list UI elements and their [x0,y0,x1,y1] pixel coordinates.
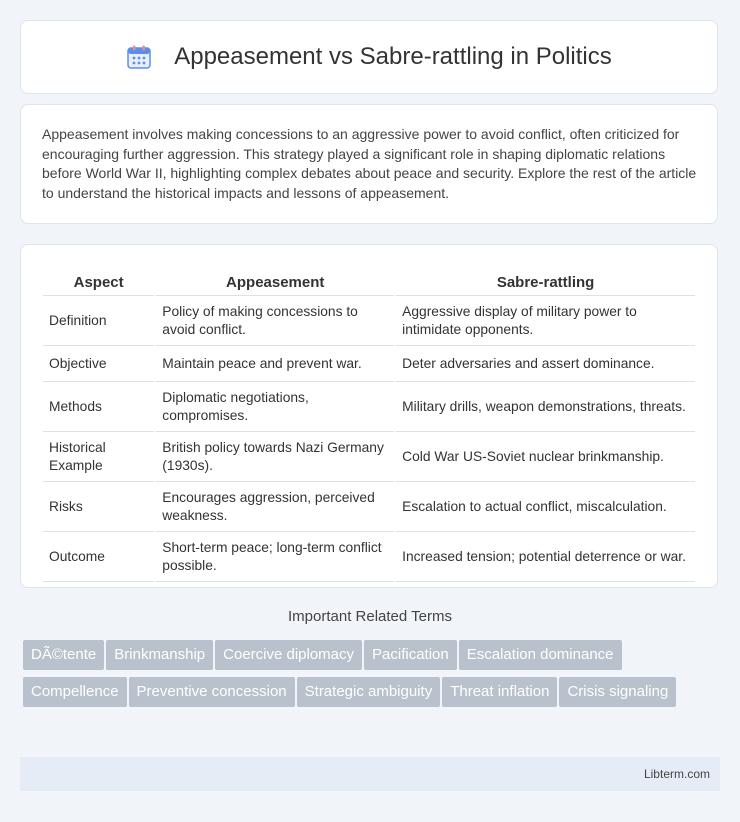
comparison-table [41,265,697,582]
cell-sabre-rattling: Deter adversaries and assert dominance. [396,346,695,382]
cell-appeasement: Maintain peace and prevent war. [156,346,394,382]
cell-aspect: Objective [43,346,154,382]
related-term-tag[interactable]: Compellence [23,677,127,707]
table-row [43,532,695,582]
related-term-tag[interactable]: Threat inflation [442,677,557,707]
related-term-tag[interactable]: Crisis signaling [559,677,676,707]
header-appeasement: Appeasement [156,265,394,296]
header-card [20,20,718,94]
cell-aspect: Definition [43,296,154,346]
comparison-card [20,244,718,588]
related-term-tag[interactable]: Preventive concession [129,677,295,707]
cell-appeasement: Policy of making concessions to avoid conflict. [156,296,394,346]
footer-brand-link[interactable]: Libterm.com [643,767,710,781]
related-term-tag[interactable]: Pacification [364,640,457,670]
cell-sabre-rattling: Military drills, weapon demonstrations, threats. [396,382,695,432]
related-term-tag[interactable]: Coercive diplomacy [215,640,362,670]
intro-paragraph: Appeasement involves making concessions to an aggressive power to avoid conflict, often criticized for encouraging further aggression. This strategy played a significant role in shaping diplomatic relations before World War II, highlighting complex debates about peace and security. Explore the rest of the article to understand the historical impacts and lessons of appeasement. [42,126,697,201]
related-term-tag[interactable]: DÃ©tente [23,640,104,670]
cell-appeasement: Short-term peace; long-term conflict possible. [156,532,394,582]
cell-aspect: Methods [43,382,154,432]
table-row [43,382,695,432]
related-term-tag[interactable]: Escalation dominance [459,640,622,670]
cell-appeasement: Encourages aggression, perceived weakness. [156,482,394,532]
related-term-tag[interactable]: Brinkmanship [106,640,213,670]
cell-aspect: Outcome [43,532,154,582]
header-sabre-rattling: Sabre-rattling [396,265,695,296]
table-row [43,296,695,346]
table-header-row [43,265,695,296]
cell-sabre-rattling: Cold War US-Soviet nuclear brinkmanship. [396,432,695,482]
related-term-tag[interactable]: Strategic ambiguity [297,677,441,707]
header-aspect: Aspect [43,265,154,296]
page-title: Appeasement vs Sabre-rattling in Politics [174,43,612,70]
cell-aspect: Historical Example [43,432,154,482]
table-row [43,346,695,382]
calendar-icon [126,44,152,70]
cell-sabre-rattling: Increased tension; potential deterrence or war. [396,532,695,582]
related-terms-title: Important Related Terms [288,608,452,625]
cell-appeasement: Diplomatic negotiations, compromises. [156,382,394,432]
intro-card [20,104,718,224]
cell-sabre-rattling: Escalation to actual conflict, miscalculation. [396,482,695,532]
cell-appeasement: British policy towards Nazi Germany (1930s). [156,432,394,482]
footer [20,757,720,791]
cell-sabre-rattling: Aggressive display of military power to intimidate opponents. [396,296,695,346]
table-row [43,482,695,532]
cell-aspect: Risks [43,482,154,532]
table-row [43,432,695,482]
related-terms-list [23,640,723,714]
